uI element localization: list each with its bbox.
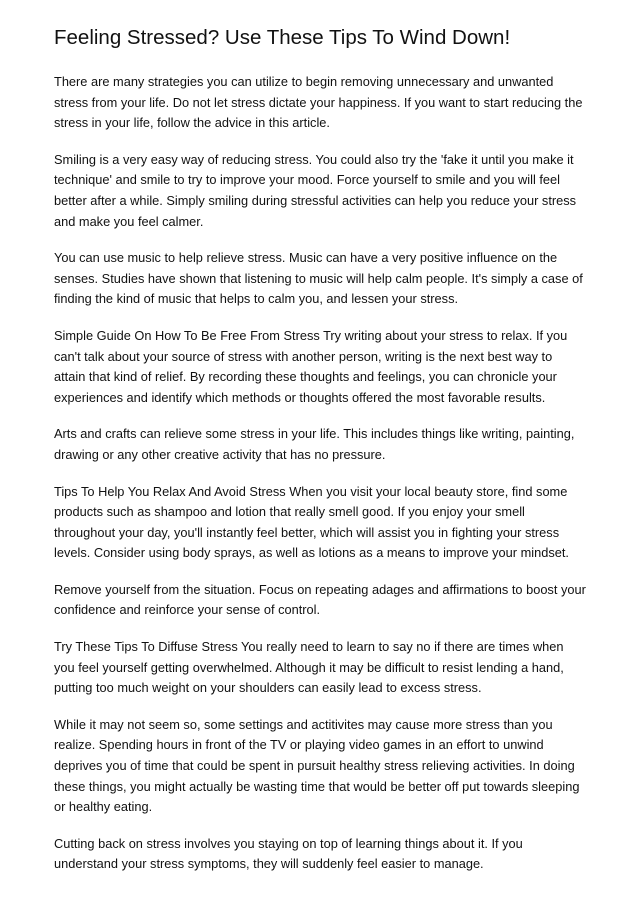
paragraph: Cutting back on stress involves you staying on top of learning things about it. If you understand your stress symptoms, they will suddenly feel easier to manage. bbox=[54, 835, 523, 872]
paragraph: You can use music to help relieve stress. Music can have a very positive influence on the senses. Studies have shown that listening to music will help calm people. It's simply a case of finding the kind of music that helps to calm you, and lessen your stress. bbox=[54, 250, 583, 307]
paragraph: Arts and crafts can relieve some stress in your life. This includes things like writing, painting, drawing or any other creative activity that has no pressure. bbox=[54, 426, 575, 462]
document-title: Feeling Stressed? Use These Tips To Wind Down! bbox=[54, 26, 511, 49]
paragraph: Simple Guide On How To Be Free From Stress Try writing about your stress to relax. If you can't talk about your source of stress with another person, writing is the next best way to attain that kind of relief. By recording these thoughts and feelings, you can chronicle your experiences and identify which methods or thoughts offered the most favorable results. bbox=[54, 327, 568, 405]
document-page bbox=[54, 24, 586, 891]
paragraph: There are many strategies you can utilize to begin removing unnecessary and unwanted stress from your life. Do not let stress dictate your happiness. If you want to start reducing the stress in your life, follow the advice in this article. bbox=[54, 74, 583, 131]
paragraph: Tips To Help You Relax And Avoid Stress When you visit your local beauty store, find some products such as shampoo and lotion that really smell good. If you enjoy your smell throughout your day, you'll instantly feel better, which will assist you in fighting your stress levels. Consider using body sprays, as well as lotions as a means to improve your mindset. bbox=[54, 483, 569, 561]
paragraph: Remove yourself from the situation. Focus on repeating adages and affirmations to boost your confidence and reinforce your sense of control. bbox=[54, 581, 586, 618]
paragraph: Try These Tips To Diffuse Stress You really need to learn to say no if there are times when you feel yourself getting overwhelmed. Although it may be difficult to resist lending a hand, putting too much weight on your shoulders can easily lead to excess stress. bbox=[54, 639, 564, 696]
paragraph: Smiling is a very easy way of reducing stress. You could also try the 'fake it until you make it technique' and smile to try to improve your mood. Force yourself to smile and you will feel better after a while. Simply smiling during stressful activities can help you reduce your stress and make you feel calmer. bbox=[54, 151, 577, 229]
paragraph: While it may not seem so, some settings and actitivites may cause more stress than you realize. Spending hours in front of the TV or playing video games in an effort to unwind deprives you of time that could be spent in pursuit healthy stress relieving activities. In doing these things, you might actually be wasting time that would be better off put towards sleeping or healthy eating. bbox=[54, 716, 580, 815]
